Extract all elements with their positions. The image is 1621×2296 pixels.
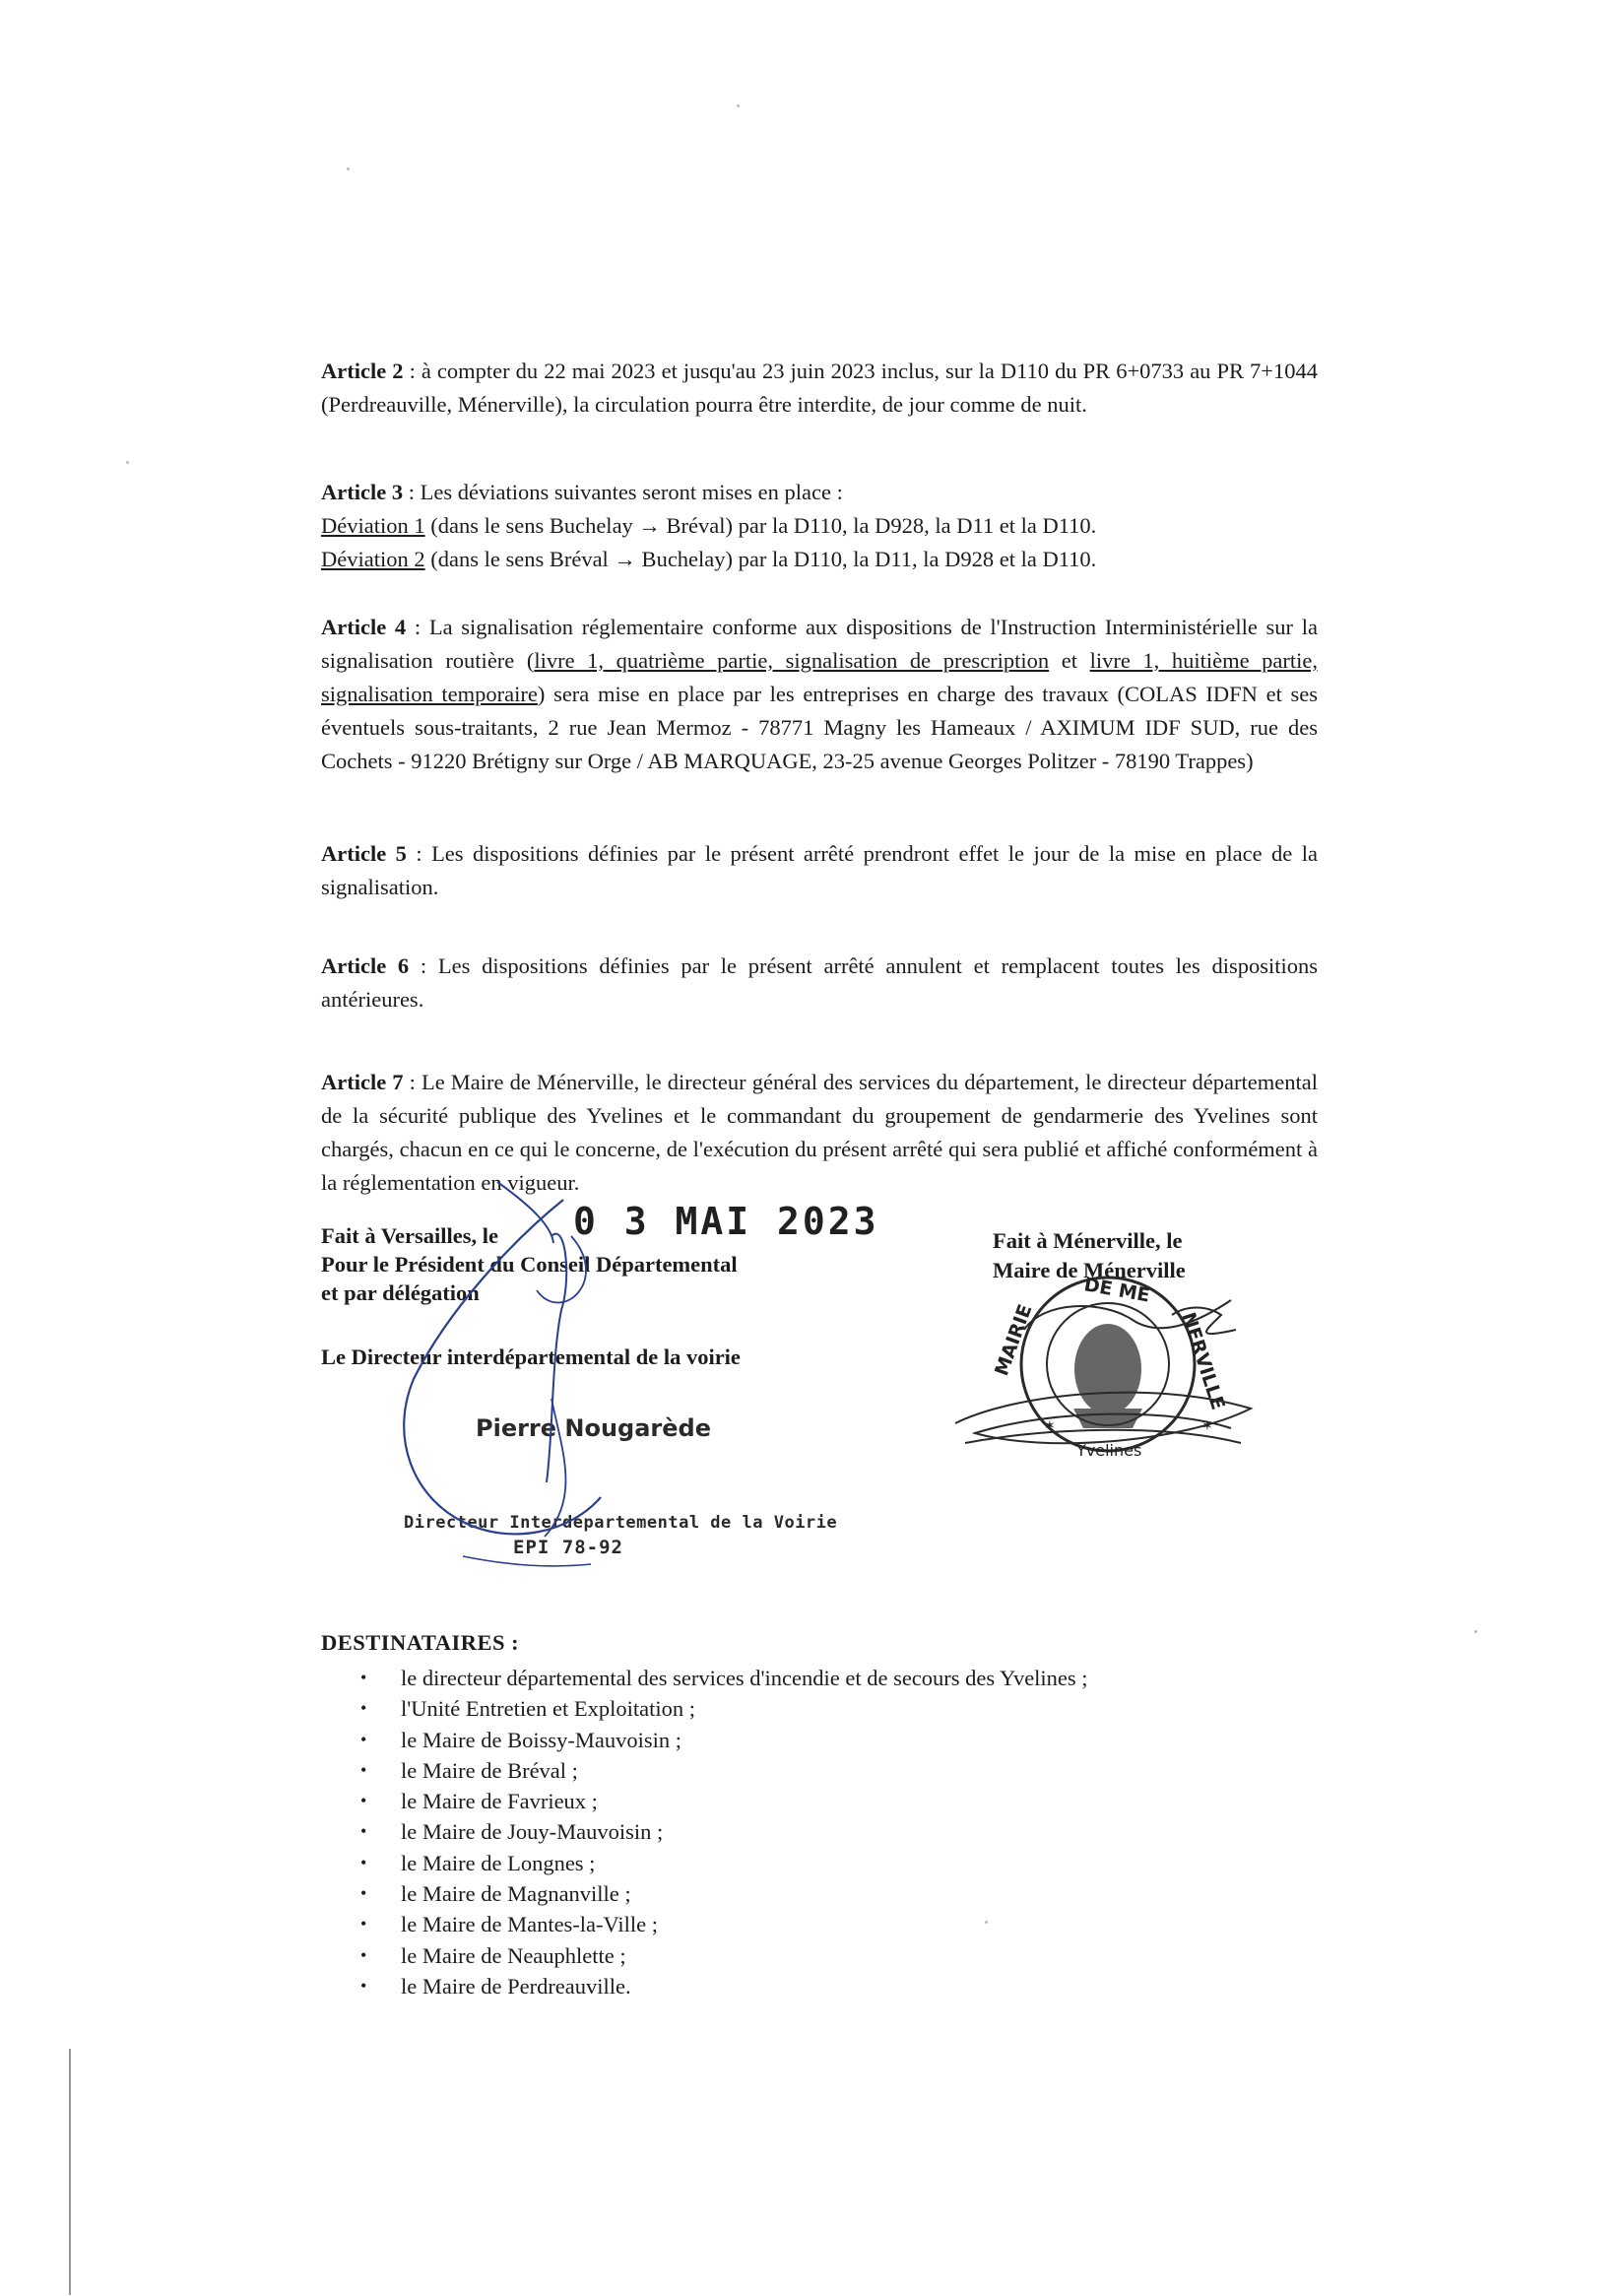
- svg-text:✶: ✶: [1044, 1419, 1056, 1434]
- article-label: Article 3: [321, 480, 404, 504]
- article-3: [321, 476, 1318, 576]
- svg-text:MAIRIE: MAIRIE: [991, 1301, 1037, 1379]
- signatory-office-code-stamp: EPI 78-92: [513, 1537, 623, 1558]
- mairie-signatory: Maire de Ménerville: [993, 1258, 1186, 1282]
- date-stamp: 0 3 MAI 2023: [573, 1200, 879, 1243]
- article-text: (dans le sens Bréval → Buchelay) par la D110, la D11, la D928 et la D110.: [424, 547, 1097, 571]
- signatory-name-stamp: Pierre Nougarède: [476, 1414, 712, 1442]
- article-text: Les déviations suivantes seront mises en place :: [420, 480, 843, 504]
- article-paragraph: [321, 543, 1318, 576]
- underlined-reference: Déviation 2: [321, 547, 425, 571]
- svg-text:DE ME: DE ME: [1082, 1274, 1152, 1307]
- article-text: La signalisation réglementaire conforme aux dispositions de l'Instruction Interministérielle sur la signalisation routière (: [321, 615, 1318, 673]
- article-paragraph: Article 6 : Les dispositions définies par le présent arrêté annulent et remplacent toutes les dispositions antérieures.: [321, 953, 1318, 1012]
- recipients-list: [321, 1663, 1088, 2001]
- article-paragraph: Article 3 : Les déviations suivantes seront mises en place :: [321, 480, 843, 504]
- article-label: Article 4: [321, 615, 407, 639]
- recipient-item: • le Maire de Perdreauville.: [321, 1971, 1088, 2001]
- article-text: Les dispositions définies par le présent arrêté annulent et remplacent toutes les dispositions antérieures.: [321, 953, 1318, 1012]
- scan-speck: [737, 104, 740, 107]
- article-text: et: [1049, 648, 1090, 673]
- article-4: [321, 611, 1318, 778]
- signature-place-date: Fait à Versailles, le: [321, 1223, 498, 1248]
- article-paragraph: Article 5 : Les dispositions définies par le présent arrêté prendront effet le jour de la mise en place de la signalisation.: [321, 841, 1318, 899]
- recipient-item: • le Maire de Magnanville ;: [321, 1878, 1088, 1909]
- article-label: Article 5: [321, 841, 407, 866]
- recipient-item: • le Maire de Mantes-la-Ville ;: [321, 1909, 1088, 1939]
- recipient-item: • le Maire de Favrieux ;: [321, 1786, 1088, 1816]
- svg-text:NERVILLE: NERVILLE: [1177, 1309, 1229, 1413]
- signatory-office-stamp: Directeur Interdépartemental de la Voirie: [404, 1513, 838, 1533]
- underlined-reference: livre 1, huitième partie, signalisation temporaire: [321, 648, 1319, 706]
- svg-text:✶: ✶: [1201, 1419, 1213, 1434]
- signatory-title: Le Directeur interdépartemental de la voirie: [321, 1345, 741, 1369]
- mairie-place-date: Fait à Ménerville, le: [993, 1228, 1183, 1253]
- recipients-title: DESTINATAIRES :: [321, 1630, 520, 1655]
- article-5: [321, 837, 1318, 904]
- underlined-reference: livre 1, quatrième partie, signalisation de prescription: [534, 648, 1050, 673]
- article-paragraph: Article 2 : à compter du 22 mai 2023 et jusqu'au 23 juin 2023 inclus, sur la D110 du PR 6+0733 au PR 7+1044 (Perdreauville, Ménerville), la circulation pourra être interdite, de jour comme de nuit.: [321, 359, 1318, 417]
- recipient-item: • le directeur départemental des services d'incendie et de secours des Yvelines ;: [321, 1663, 1088, 1693]
- article-text: Le Maire de Ménerville, le directeur général des services du département, le directeur départemental de la sécurité publique des Yvelines et le commandant du groupement de gendarmerie des Yvelines sont chargés, chacun en ce qui le concerne, de l'exécution du présent arrêté qui sera publié et affiché conformément à la réglementation en vigueur.: [321, 1070, 1318, 1195]
- article-text: à compter du 22 mai 2023 et jusqu'au 23 juin 2023 inclus, sur la D110 du PR 6+0733 au PR 7+1044 (Perdreauville, Ménerville), la circulation pourra être interdite, de jour comme de nuit.: [321, 359, 1318, 417]
- scan-speck: [1474, 1630, 1477, 1633]
- article-text: ) sera mise en place par les entreprises en charge des travaux (COLAS IDFN et ses éventuels sous-traitants, 2 rue Jean Mermoz - 78771 Magny les Hameaux / AXIMUM IDF SUD, rue des Cochets - 91220 Brétigny sur Orge / AB MARQUAGE, 23-25 avenue Georges Politzer - 78190 Trappes): [321, 682, 1319, 773]
- signature-on-behalf: Pour le Président du Conseil Départemental: [321, 1252, 738, 1277]
- mairie-seal: [936, 1261, 1261, 1477]
- svg-text:Yvelines: Yvelines: [1076, 1441, 1142, 1460]
- recipient-item: • le Maire de Bréval ;: [321, 1755, 1088, 1786]
- article-text: Les dispositions définies par le présent arrêté prendront effet le jour de la mise en place de la signalisation.: [321, 841, 1318, 899]
- recipient-item: • le Maire de Longnes ;: [321, 1848, 1088, 1878]
- article-7: [321, 1066, 1318, 1200]
- recipient-item: • le Maire de Boissy-Mauvoisin ;: [321, 1725, 1088, 1755]
- underlined-reference: Déviation 1: [321, 513, 425, 538]
- scan-speck: [347, 167, 350, 170]
- article-2: [321, 355, 1318, 422]
- article-paragraph: Article 7 : Le Maire de Ménerville, le directeur général des services du département, le directeur départemental de la sécurité publique des Yvelines et le commandant du groupement de gendarmerie des Yvelines sont chargés, chacun en ce qui le concerne, de l'exécution du présent arrêté qui sera publié et affiché conformément à la réglementation en vigueur.: [321, 1070, 1318, 1195]
- article-paragraph: Article 4 : La signalisation réglementaire conforme aux dispositions de l'Instruction Interministérielle sur la signalisation routière (livre 1, quatrième partie, signalisation de prescription et livre 1, huitième partie, signalisation temporaire) sera mise en place par les entreprises en charge des travaux (COLAS IDFN et ses éventuels sous-traitants, 2 rue Jean Mermoz - 78771 Magny les Hameaux / AXIMUM IDF SUD, rue des Cochets - 91220 Brétigny sur Orge / AB MARQUAGE, 23-25 avenue Georges Politzer - 78190 Trappes): [321, 615, 1319, 773]
- article-label: Article 6: [321, 953, 410, 978]
- recipient-item: • le Maire de Neauphlette ;: [321, 1940, 1088, 1971]
- article-paragraph: [321, 509, 1318, 543]
- article-text: (dans le sens Buchelay → Bréval) par la D110, la D928, la D11 et la D110.: [424, 513, 1097, 538]
- scan-margin-line: [69, 2049, 71, 2295]
- scan-speck: [126, 461, 129, 464]
- recipient-item: • le Maire de Jouy-Mauvoisin ;: [321, 1816, 1088, 1847]
- article-label: Article 2: [321, 359, 404, 383]
- article-label: Article 7: [321, 1070, 404, 1094]
- signature-delegation: et par délégation: [321, 1280, 480, 1305]
- recipient-item: • l'Unité Entretien et Exploitation ;: [321, 1693, 1088, 1724]
- article-6: [321, 950, 1318, 1017]
